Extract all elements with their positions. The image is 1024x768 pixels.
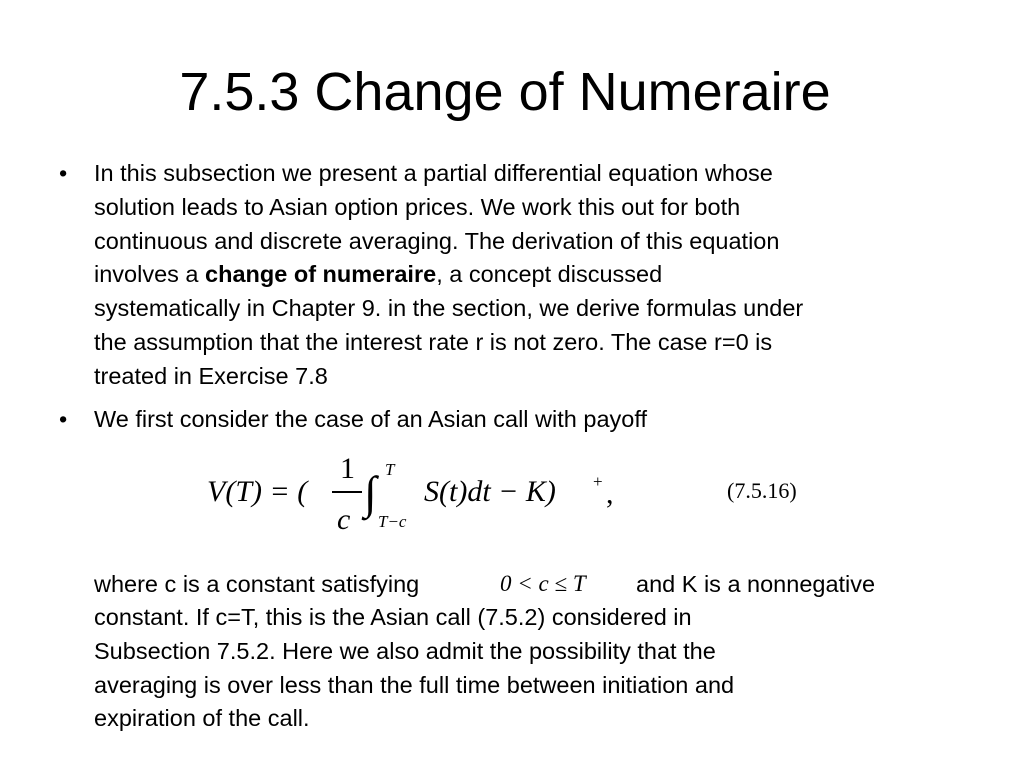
- integral-lower-limit: T−c: [378, 512, 407, 531]
- inline-inequality: 0 < c ≤ T: [500, 571, 586, 596]
- bullet-1-text-before: In this subsection we present a partial differential equation whose solution leads to Asian option prices. We work this out for both continuous and discrete averaging. The derivation of this equation involves a: [94, 160, 780, 288]
- bullet-2-text: We first consider the case of an Asian call with payoff: [94, 406, 647, 432]
- fraction-denominator: c: [337, 503, 351, 536]
- continuation-after-math: and K is a nonnegative: [636, 571, 876, 597]
- integral-sign: ∫: [364, 467, 377, 518]
- fraction-bar: [332, 491, 362, 493]
- positive-part-superscript: +: [593, 472, 603, 491]
- bullet-dot: •: [59, 406, 68, 432]
- continuation-before-math: where c is a constant satisfying: [94, 571, 420, 597]
- equation-lhs: V(T) = (: [207, 475, 308, 508]
- equation-comma: ,: [606, 477, 614, 510]
- integral-upper-limit: T: [385, 460, 395, 479]
- slide-title: 7.5.3 Change of Numeraire: [179, 62, 831, 122]
- integrand: S(t)dt − K): [424, 475, 556, 508]
- bullet-1-bold-term: change of numeraire: [205, 261, 437, 288]
- bullet-1-text: [94, 157, 974, 394]
- bullet-1-text-after: , a concept discussed systematically in Chapter 9. in the section, we derive formulas under the assumption that the interest rate r is not zero. The case r=0 is treated in Exercise 7.8: [94, 261, 804, 389]
- continuation-rest: constant. If c=T, this is the Asian call (7.5.2) considered in Subsection 7.5.2. Here we also admit the possibility that the averaging is over less than the full time between initiation and expiration of the call.: [94, 604, 735, 732]
- equation-number: (7.5.16): [727, 478, 797, 503]
- bullet-dot: •: [59, 160, 68, 186]
- fraction-numerator: 1: [340, 452, 355, 485]
